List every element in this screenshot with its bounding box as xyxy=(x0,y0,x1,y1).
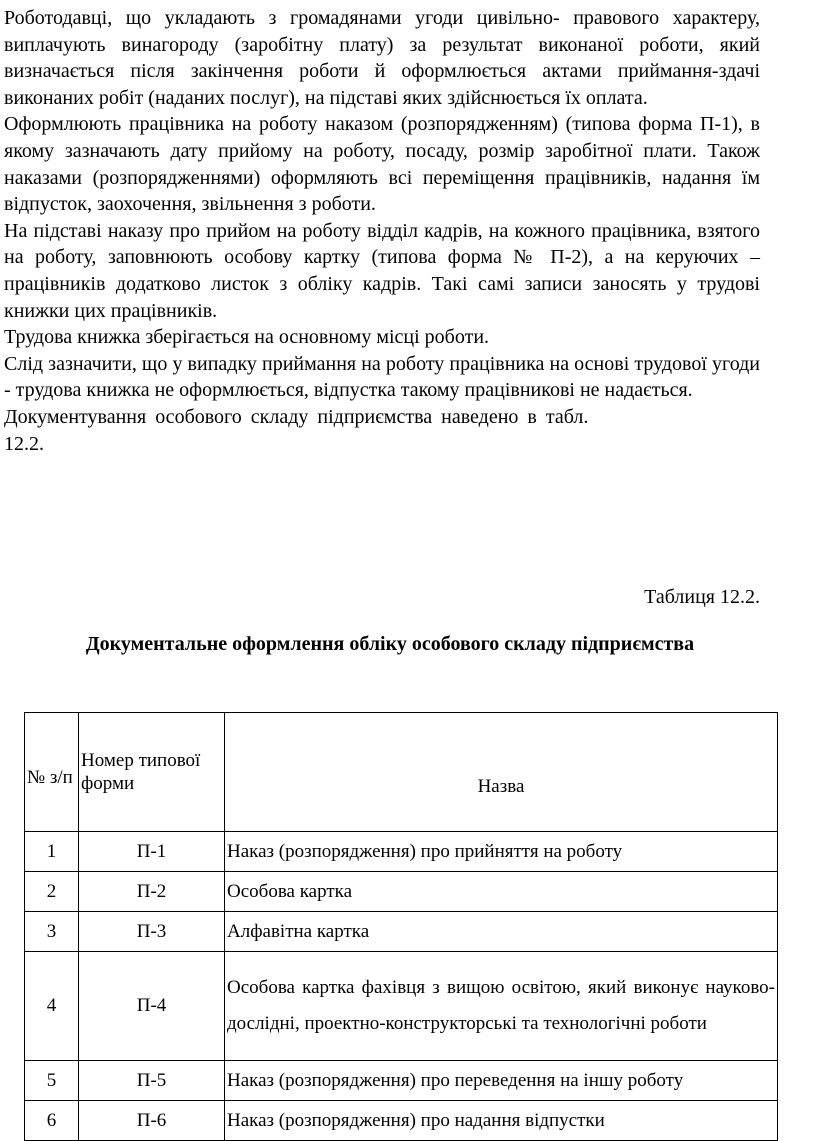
cell-number: 3 xyxy=(25,912,79,952)
cell-form: П-3 xyxy=(79,912,225,952)
paragraph: Оформлюють працівника на роботу наказом (розпорядженням) (типова форма П-1), в якому зазначають дату прийому на роботу, посаду, розмір заробітної плати. Також наказами (розпорядженнями) оформляють всі переміщення працівників, надання їм відпусток, заохочення, звільнення з роботи. xyxy=(4,113,760,216)
table-caption: Таблиця 12.2. xyxy=(644,586,760,608)
header-name: Назва xyxy=(225,713,778,832)
paragraph: На підставі наказу про прийом на роботу відділ кадрів, на кожного працівника, взятого на роботу, заповнюють особову картку (типова форма № П-2), а на керуючих – працівників додатково листок з обліку кадрів. Такі самі записи заносять у трудові книжки цих працівників. xyxy=(4,219,760,322)
cell-form: П-5 xyxy=(79,1061,225,1101)
table-row xyxy=(25,872,778,912)
paragraph: Трудова книжка зберігається на основному місці роботи. xyxy=(4,326,490,349)
forms-table xyxy=(24,712,778,1141)
cell-number: 5 xyxy=(25,1061,79,1101)
paragraph: Роботодавці, що укладають з громадянами угоди цивільно- правового характеру, виплачують винагороду (заробітну плату) за результат виконаної роботи, який визначається після закінчення роботи й оформлюється актами приймання-здачі виконаних робіт (наданих послуг), на підставі яких здійснюється їх оплата. xyxy=(4,7,760,109)
cell-form: П-1 xyxy=(79,832,225,872)
paragraph xyxy=(4,404,760,457)
table-header-row xyxy=(25,713,778,832)
cell-name: Наказ (розпорядження) про надання відпустки xyxy=(225,1101,778,1141)
paragraph: Слід зазначити, що у випадку приймання на роботу працівника на основі трудової угоди - трудова книжка не оформлюється, відпустка такому працівникові не надається. xyxy=(4,352,760,402)
cell-number: 1 xyxy=(25,832,79,872)
cell-name: Алфавітна картка xyxy=(225,912,778,952)
body-text xyxy=(4,5,760,457)
table-title: Документальне оформлення обліку особового складу підприємства xyxy=(85,633,695,655)
cell-form: П-4 xyxy=(79,952,225,1061)
cell-name: Особова картка xyxy=(225,872,778,912)
cell-number: 2 xyxy=(25,872,79,912)
table-row xyxy=(25,1101,778,1141)
cell-form: П-6 xyxy=(79,1101,225,1141)
cell-name: Наказ (розпорядження) про прийняття на роботу xyxy=(225,832,778,872)
cell-form: П-2 xyxy=(79,872,225,912)
cell-number: 6 xyxy=(25,1101,79,1141)
table-row xyxy=(25,832,778,872)
paragraph-line: 12.2. xyxy=(4,432,44,455)
table-row xyxy=(25,912,778,952)
header-number: № з/п xyxy=(25,713,79,832)
cell-name: Особова картка фахівця з вищою освітою, який виконує науково-дослідні, проектно-конструкторські та технологічні роботи xyxy=(225,952,778,1061)
cell-name: Наказ (розпорядження) про переведення на іншу роботу xyxy=(225,1061,778,1101)
table-row xyxy=(25,952,778,1061)
paragraph-line: Документування особового складу підприємства наведено в табл. xyxy=(4,405,589,428)
cell-number: 4 xyxy=(25,952,79,1061)
header-form: Номер типової форми xyxy=(79,713,225,832)
table-row xyxy=(25,1061,778,1101)
